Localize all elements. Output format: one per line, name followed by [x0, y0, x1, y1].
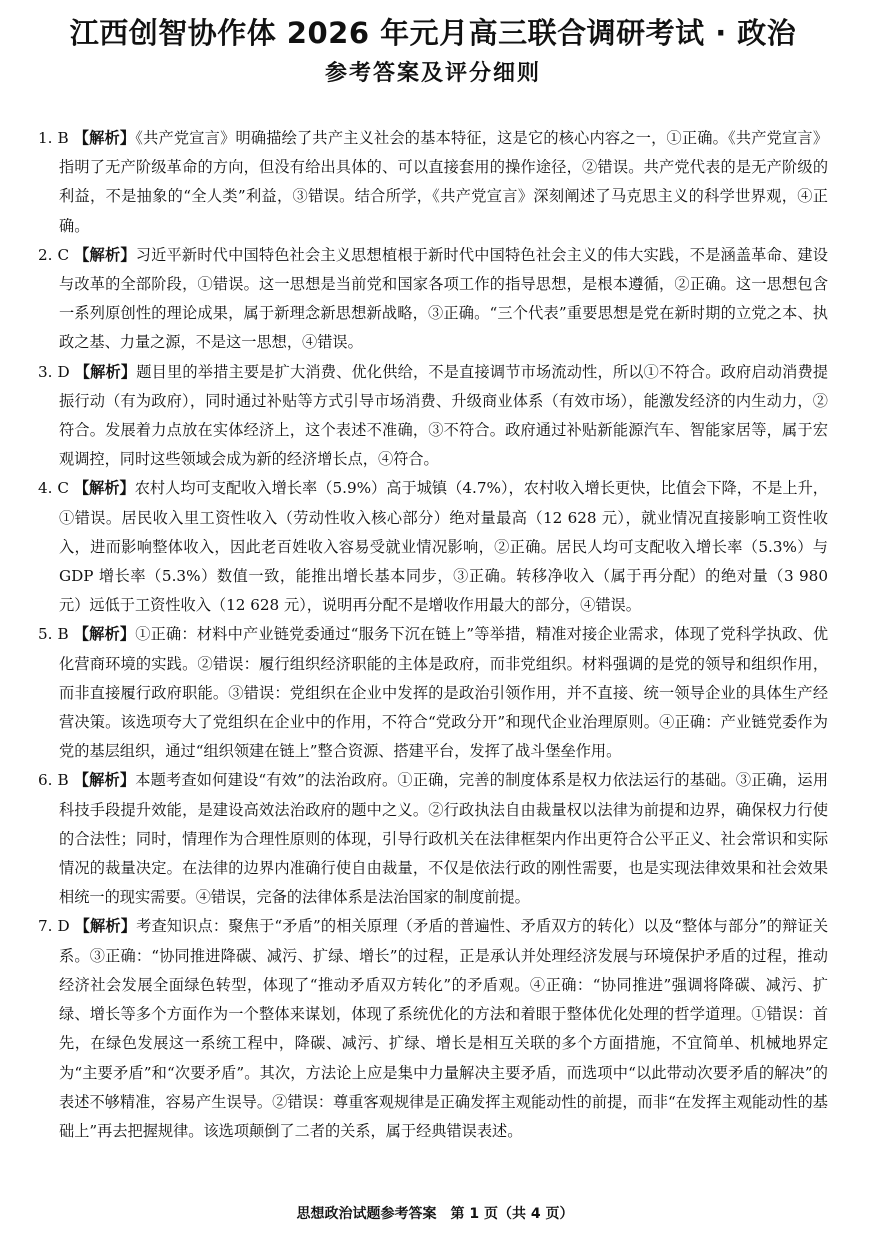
- analysis-tag: 【解析】: [74, 917, 137, 936]
- answer-item-5: [38, 620, 828, 766]
- analysis-tag: 【解析】: [73, 479, 135, 498]
- answer-item-4: [38, 474, 828, 620]
- page-footer: 思想政治试题参考答案 第 1 页（共 4 页）: [296, 1206, 574, 1222]
- answer-label: 5. B: [38, 625, 69, 644]
- answer-label: 3. D: [38, 362, 70, 381]
- answer-text: ①正确：材料中产业链党委通过“服务下沉在链上”等举措，精准对接企业需求，体现了党科学执政、优化营商环境的实践。②错误：履行组织经济职能的主体是政府，而非党组织。材料强调的是党的领导和组织作用，而非直接履行政府职能。③错误：党组织在企业中发挥的是政治引领作用，并不直接、统一领导企业的具体生产经营决策。该选项夸大了党组织在企业中的作用，不符合“党政分开”和现代企业治理原则。④正确：产业链党委作为党的基层组织，通过“组织领建在链上”整合资源、搭建平台，发挥了战斗堡垒作用。: [59, 625, 829, 761]
- analysis-tag: 【解析】: [73, 625, 136, 644]
- answer-text: 本题考查如何建设“有效”的法治政府。①正确，完善的制度体系是权力依法运行的基础。③正确，运用科技手段提升效能，是建设高效法治政府的题中之义。②行政执法自由裁量权以法律为前提和边界，确保权力行使的合法性；同时，情理作为合理性原则的体现，引导行政机关在法律框架内作出更符合公平正义、社会常识和实际情况的裁量决定。在法律的边界内准确行使自由裁量，不仅是依法行政的刚性需要，也是实现法律效果和社会效果相统一的现实需要。④错误，完备的法律体系是法治国家的制度前提。: [59, 771, 829, 907]
- page-subtitle: 参考答案及评分细则: [324, 61, 541, 86]
- analysis-tag: 【解析】: [73, 771, 136, 790]
- answer-label: 2. C: [38, 245, 70, 264]
- analysis-tag: 【解析】: [74, 362, 137, 381]
- answer-label: 6. B: [38, 771, 69, 790]
- answer-label: 4. C: [38, 479, 69, 498]
- answer-label: 7. D: [38, 917, 70, 936]
- answer-item-3: [38, 358, 828, 475]
- answer-item-7: [38, 912, 828, 1146]
- analysis-tag: 【解析】: [74, 245, 136, 264]
- answer-list: [38, 124, 828, 1146]
- answer-text: 农村人均可支配收入增长率（5.9%）高于城镇（4.7%），农村收入增长更快，比值会下降，不是上升，①错误。居民收入里工资性收入（劳动性收入核心部分）绝对量最高（12 628 元），就业情况直接影响工资性收入，进而影响整体收入，因此老百姓收入容易受就业情况影响，②正确。居民人均可支配收入增长率（5.3%）与 GDP 增长率（5.3%）数值一致，能推出增长基本同步，③正确。转移净收入（属于再分配）的绝对量（3 980 元）远低于工资性收入（12 628 元），说明再分配不是增收作用最大的部分，④错误。: [59, 479, 828, 615]
- page-title: 江西创智协作体 2026 年元月高三联合调研考试 · 政治: [69, 16, 797, 50]
- answer-text: 题目里的举措主要是扩大消费、优化供给，不是直接调节市场流动性，所以①不符合。政府启动消费提振行动（有为政府），同时通过补贴等方式引导市场消费、升级商业体系（有效市场），能激发经济的内生动力，②符合。发展着力点放在实体经济上，这个表述不准确，③不符合。政府通过补贴新能源汽车、智能家居等，属于宏观调控，同时这些领域会成为新的经济增长点，④符合。: [59, 362, 829, 469]
- answer-text: 习近平新时代中国特色社会主义思想植根于新时代中国特色社会主义的伟大实践，不是涵盖革命、建设与改革的全部阶段，①错误。这一思想是当前党和国家各项工作的指导思想，是根本遵循，②正确。这一思想包含一系列原创性的理论成果，属于新理念新思想新战略，③正确。“三个代表”重要思想是党在新时期的立党之本、执政之基、力量之源，不是这一思想，④错误。: [59, 245, 828, 352]
- answer-item-2: [38, 241, 828, 358]
- analysis-tag: 【解析】: [73, 129, 136, 147]
- answer-text: 《共产党宣言》明确描绘了共产主义社会的基本特征，这是它的核心内容之一，①正确。《共产党宣言》指明了无产阶级革命的方向，但没有给出具体的、可以直接套用的操作途径，②错误。共产党代表的是无产阶级的利益，不是抽象的“全人类”利益，③错误。结合所学，《共产党宣言》深刻阐述了马克思主义的科学世界观，④正确。: [59, 129, 829, 235]
- answer-text: 考查知识点：聚焦于“矛盾”的相关原理（矛盾的普遍性、矛盾双方的转化）以及“整体与部分”的辩证关系。③正确：“协同推进降碳、减污、扩绿、增长”的过程，正是承认并处理经济发展与环境保护矛盾的过程，推动经济社会发展全面绿色转型，体现了“推动矛盾双方转化”的矛盾观。④正确：“协同推进”强调将降碳、减污、扩绿、增长等多个方面作为一个整体来谋划，体现了系统优化的方法和着眼于整体优化处理的哲学道理。①错误：首先，在绿色发展这一系统工程中，降碳、减污、扩绿、增长是相互关联的多个方面措施，不宜简单、机械地界定为“主要矛盾”和“次要矛盾”。其次，方法论上应是集中力量解决主要矛盾，而选项中“以此带动次要矛盾的解决”的表述不够精准，容易产生误导。②错误：尊重客观规律是正确发挥主观能动性的前提，而非“在发挥主观能动性的基础上”再去把握规律。该选项颠倒了二者的关系，属于经典错误表述。: [59, 917, 829, 1140]
- answer-item-1: [38, 124, 828, 241]
- answer-item-6: [38, 766, 828, 912]
- answer-label: 1. B: [38, 129, 69, 147]
